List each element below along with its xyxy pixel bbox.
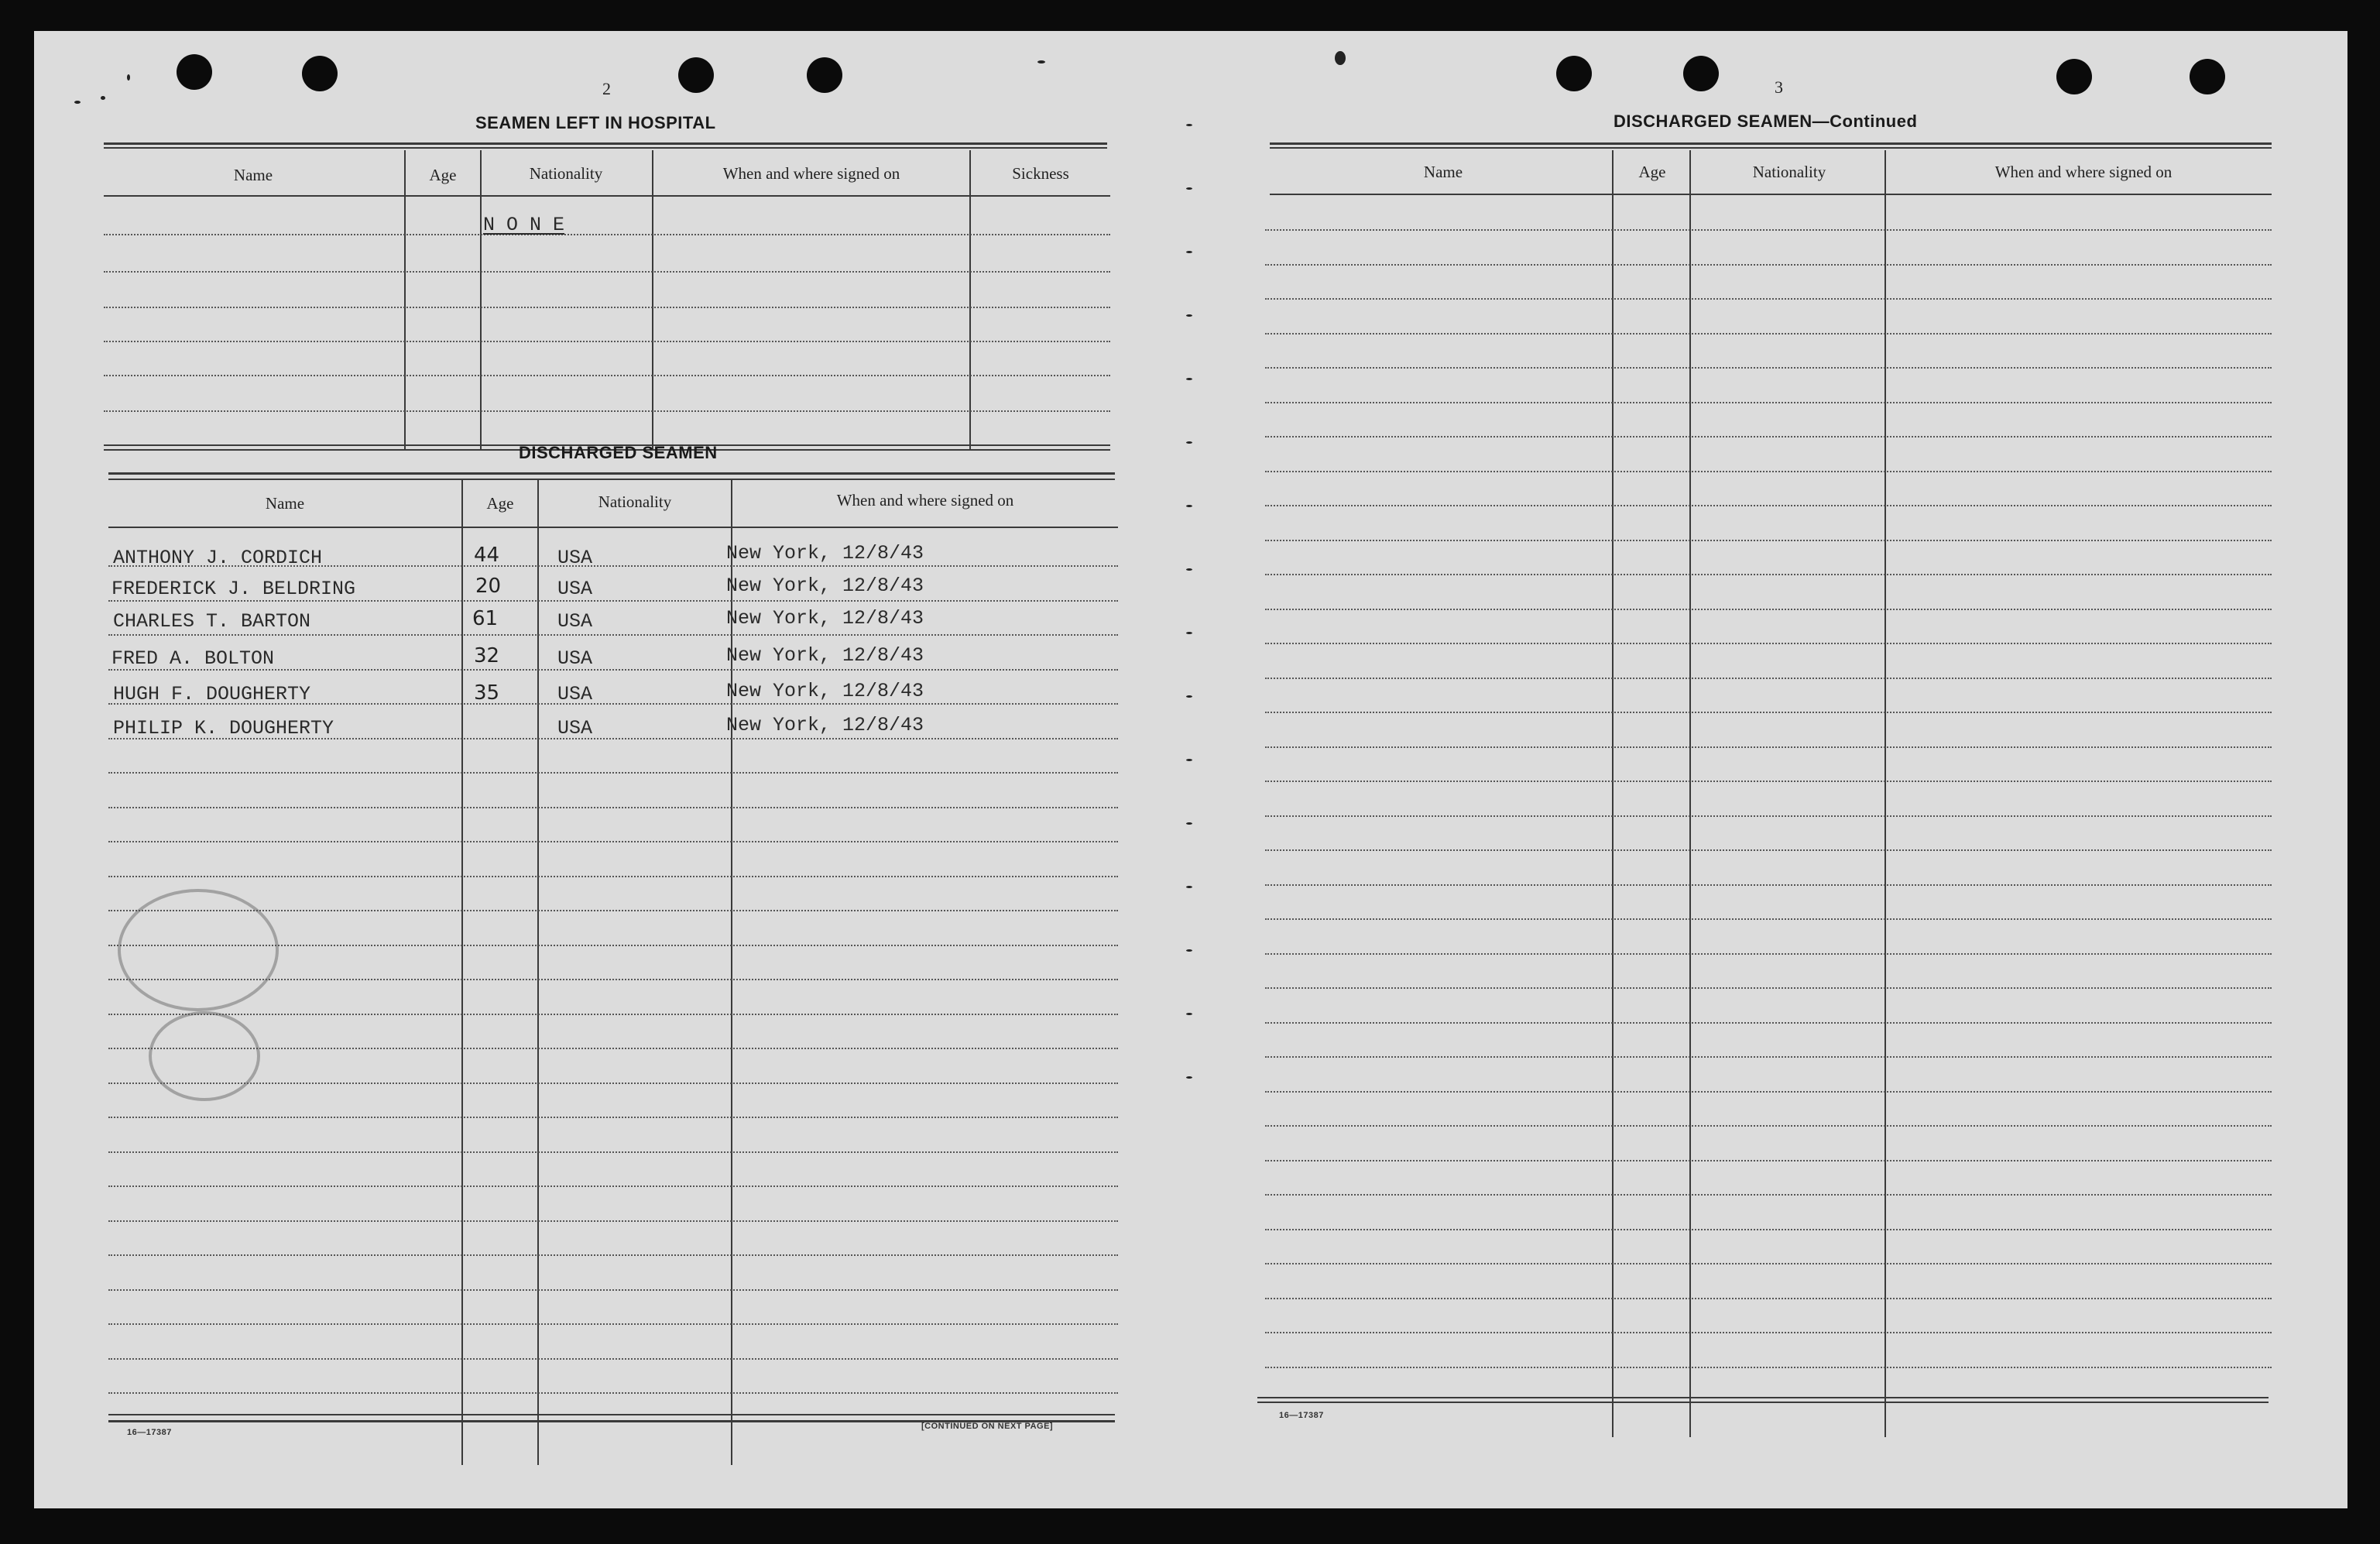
hospital-col-name: Name: [233, 166, 273, 184]
fold-mark: [1186, 187, 1192, 190]
seaman-signed-on: New York, 12/8/43: [726, 644, 924, 667]
seaman-nationality: USA: [557, 647, 593, 670]
fold-mark: [1186, 759, 1192, 761]
discharged-col-age: Age: [486, 494, 514, 513]
ruled-line: [1265, 1091, 2272, 1093]
ink-speck: [74, 101, 81, 104]
hospital-top-rule: [104, 142, 1107, 145]
ruled-line: [1265, 540, 2272, 541]
binder-hole: [678, 57, 714, 93]
seaman-age: 32: [474, 644, 500, 667]
discharged-col-nationality: Nationality: [598, 492, 672, 511]
ruled-line: [1265, 953, 2272, 955]
ruled-line: [1265, 505, 2272, 506]
ruled-line: [1265, 1229, 2272, 1230]
ruled-line: [1265, 884, 2272, 886]
hospital-col-divider: [480, 150, 482, 449]
ruled-line: [108, 772, 1118, 774]
seaman-signed-on: New York, 12/8/43: [726, 575, 924, 597]
right-top-rule: [1270, 142, 2272, 145]
ruled-line: [108, 1392, 1118, 1394]
binder-hole: [177, 54, 212, 90]
seaman-name: FREDERICK J. BELDRING: [111, 578, 356, 600]
hospital-row-line: [104, 410, 1110, 412]
official-stamp: [118, 889, 279, 1011]
binder-hole: [1556, 56, 1592, 91]
fold-mark: [1186, 1076, 1192, 1079]
ruled-line: [108, 1323, 1118, 1325]
ruled-line: [1265, 1298, 2272, 1299]
fold-mark: [1186, 1013, 1192, 1015]
discharged-col-signed-on: When and where signed on: [836, 491, 1014, 510]
ruled-line: [1265, 333, 2272, 335]
ruled-line: [1265, 987, 2272, 989]
form-number-left: 16—17387: [127, 1428, 172, 1437]
fold-mark: [1186, 251, 1192, 253]
seaman-nationality: USA: [557, 578, 593, 600]
seaman-age: 44: [474, 544, 500, 567]
hospital-col-divider: [404, 150, 406, 449]
ruled-line: [108, 1254, 1118, 1256]
ruled-line: [1265, 436, 2272, 437]
hospital-row-line: [104, 234, 1110, 235]
ruled-line: [1265, 1056, 2272, 1058]
ruled-line: [1265, 1332, 2272, 1333]
binder-hole: [807, 57, 842, 93]
right-title-main: DISCHARGED SEAMEN: [1614, 112, 1812, 131]
ruled-line: [108, 876, 1118, 877]
seaman-signed-on: New York, 12/8/43: [726, 714, 924, 736]
hospital-none-entry: N O N E: [483, 214, 565, 236]
page-number-left: 2: [602, 79, 611, 98]
hospital-row-line: [104, 341, 1110, 342]
ruled-line: [108, 1220, 1118, 1222]
binder-hole: [2056, 59, 2092, 94]
ruled-line: [1265, 609, 2272, 610]
right-bottom-rule-2: [1257, 1402, 2269, 1403]
ruled-line: [1265, 574, 2272, 575]
ruled-line: [1265, 712, 2272, 713]
ruled-line: [1265, 264, 2272, 266]
right-top-rule-2: [1270, 147, 2272, 149]
ruled-line: [1265, 1367, 2272, 1368]
right-col-divider: [1689, 150, 1691, 1437]
ruled-line: [108, 1083, 1118, 1084]
fold-mark: [1186, 314, 1192, 317]
hospital-col-sickness: Sickness: [1012, 164, 1069, 183]
seaman-nationality: USA: [557, 683, 593, 705]
ruled-line: [1265, 1194, 2272, 1196]
fold-mark: [1186, 124, 1192, 126]
ruled-line: [1265, 746, 2272, 748]
seaman-nationality: USA: [557, 610, 593, 633]
seaman-signed-on: New York, 12/8/43: [726, 680, 924, 702]
binder-hole: [1683, 56, 1719, 91]
hospital-top-rule-2: [104, 147, 1107, 149]
seaman-signed-on: New York, 12/8/43: [726, 607, 924, 630]
right-col-divider: [1612, 150, 1614, 1437]
fold-mark: [1186, 695, 1192, 698]
ruled-line: [108, 600, 1118, 602]
hospital-col-divider: [652, 150, 653, 449]
ruled-line: [108, 1185, 1118, 1187]
ruled-line: [108, 1151, 1118, 1153]
seaman-name: CHARLES T. BARTON: [113, 610, 311, 633]
ruled-line: [1265, 1263, 2272, 1264]
ruled-line: [1265, 918, 2272, 920]
form-number-right: 16—17387: [1279, 1411, 1324, 1420]
ruled-line: [1265, 229, 2272, 231]
continued-note: [CONTINUED ON NEXT PAGE]: [921, 1422, 1054, 1431]
seaman-age: 20: [475, 575, 502, 598]
discharged-top-rule: [108, 472, 1115, 475]
seaman-age: 61: [472, 607, 499, 630]
fold-mark: [1186, 378, 1192, 380]
right-col-nationality: Nationality: [1752, 163, 1826, 181]
right-header-rule: [1270, 194, 2272, 195]
seaman-age: 35: [474, 681, 500, 705]
hospital-section-title: SEAMEN LEFT IN HOSPITAL: [475, 113, 716, 132]
right-col-divider: [1884, 150, 1886, 1437]
binder-hole: [2190, 59, 2225, 94]
discharged-col-name: Name: [265, 494, 305, 513]
ruled-line: [108, 1048, 1118, 1049]
document-sheet: [34, 31, 2347, 1508]
page-number-right: 3: [1775, 77, 1783, 97]
ruled-line: [108, 841, 1118, 842]
ruled-line: [1265, 298, 2272, 300]
ruled-line: [1265, 643, 2272, 644]
ruled-line: [108, 1358, 1118, 1360]
ink-speck: [1335, 51, 1346, 65]
right-title-suffix: —Continued: [1812, 112, 1918, 131]
fold-mark: [1186, 886, 1192, 888]
hospital-col-signed-on: When and where signed on: [722, 164, 900, 183]
ruled-line: [1265, 849, 2272, 851]
ruled-line: [108, 1117, 1118, 1118]
discharged-col-divider: [461, 480, 463, 1465]
hospital-col-nationality: Nationality: [529, 164, 603, 183]
discharged-top-rule-2: [108, 479, 1115, 480]
ruled-line: [1265, 471, 2272, 472]
hospital-col-age: Age: [429, 166, 457, 184]
ruled-line: [1265, 781, 2272, 782]
fold-mark: [1186, 632, 1192, 634]
ruled-line: [1265, 1160, 2272, 1161]
ruled-line: [1265, 815, 2272, 817]
seaman-nationality: USA: [557, 717, 593, 739]
hospital-row-line: [104, 307, 1110, 308]
right-col-age: Age: [1638, 163, 1666, 181]
right-section-title: [1614, 112, 1917, 132]
right-col-signed-on: When and where signed on: [1994, 163, 2173, 181]
hospital-header-rule: [104, 195, 1110, 197]
seaman-signed-on: New York, 12/8/43: [726, 542, 924, 564]
discharged-header-rule: [108, 527, 1118, 528]
discharged-section-title: DISCHARGED SEAMEN: [519, 443, 718, 462]
ruled-line: [1265, 1125, 2272, 1127]
right-bottom-rule: [1257, 1397, 2269, 1398]
fold-mark: [1186, 949, 1192, 952]
ruled-line: [108, 634, 1118, 636]
hospital-row-line: [104, 375, 1110, 376]
right-col-name: Name: [1423, 163, 1463, 181]
fold-mark: [1186, 505, 1192, 507]
seaman-name: HUGH F. DOUGHERTY: [113, 683, 311, 705]
discharged-col-divider: [537, 480, 539, 1465]
ink-speck: [1037, 60, 1045, 63]
hospital-col-divider: [969, 150, 971, 449]
ink-speck: [101, 96, 105, 100]
seaman-nationality: USA: [557, 547, 593, 569]
ruled-line: [1265, 1022, 2272, 1024]
ruled-line: [1265, 402, 2272, 403]
seaman-name: FRED A. BOLTON: [111, 647, 275, 670]
discharged-bottom-rule: [108, 1414, 1115, 1415]
fold-mark: [1186, 822, 1192, 825]
ink-speck: [127, 74, 130, 81]
seaman-name: ANTHONY J. CORDICH: [113, 547, 323, 569]
hospital-row-line: [104, 271, 1110, 273]
ruled-line: [108, 1289, 1118, 1291]
fold-mark: [1186, 441, 1192, 444]
fold-mark: [1186, 568, 1192, 571]
ruled-line: [108, 1014, 1118, 1015]
binder-hole: [302, 56, 338, 91]
official-stamp: [149, 1011, 260, 1101]
seaman-name: PHILIP K. DOUGHERTY: [113, 717, 334, 739]
ruled-line: [108, 807, 1118, 808]
ruled-line: [1265, 678, 2272, 679]
ruled-line: [1265, 367, 2272, 369]
